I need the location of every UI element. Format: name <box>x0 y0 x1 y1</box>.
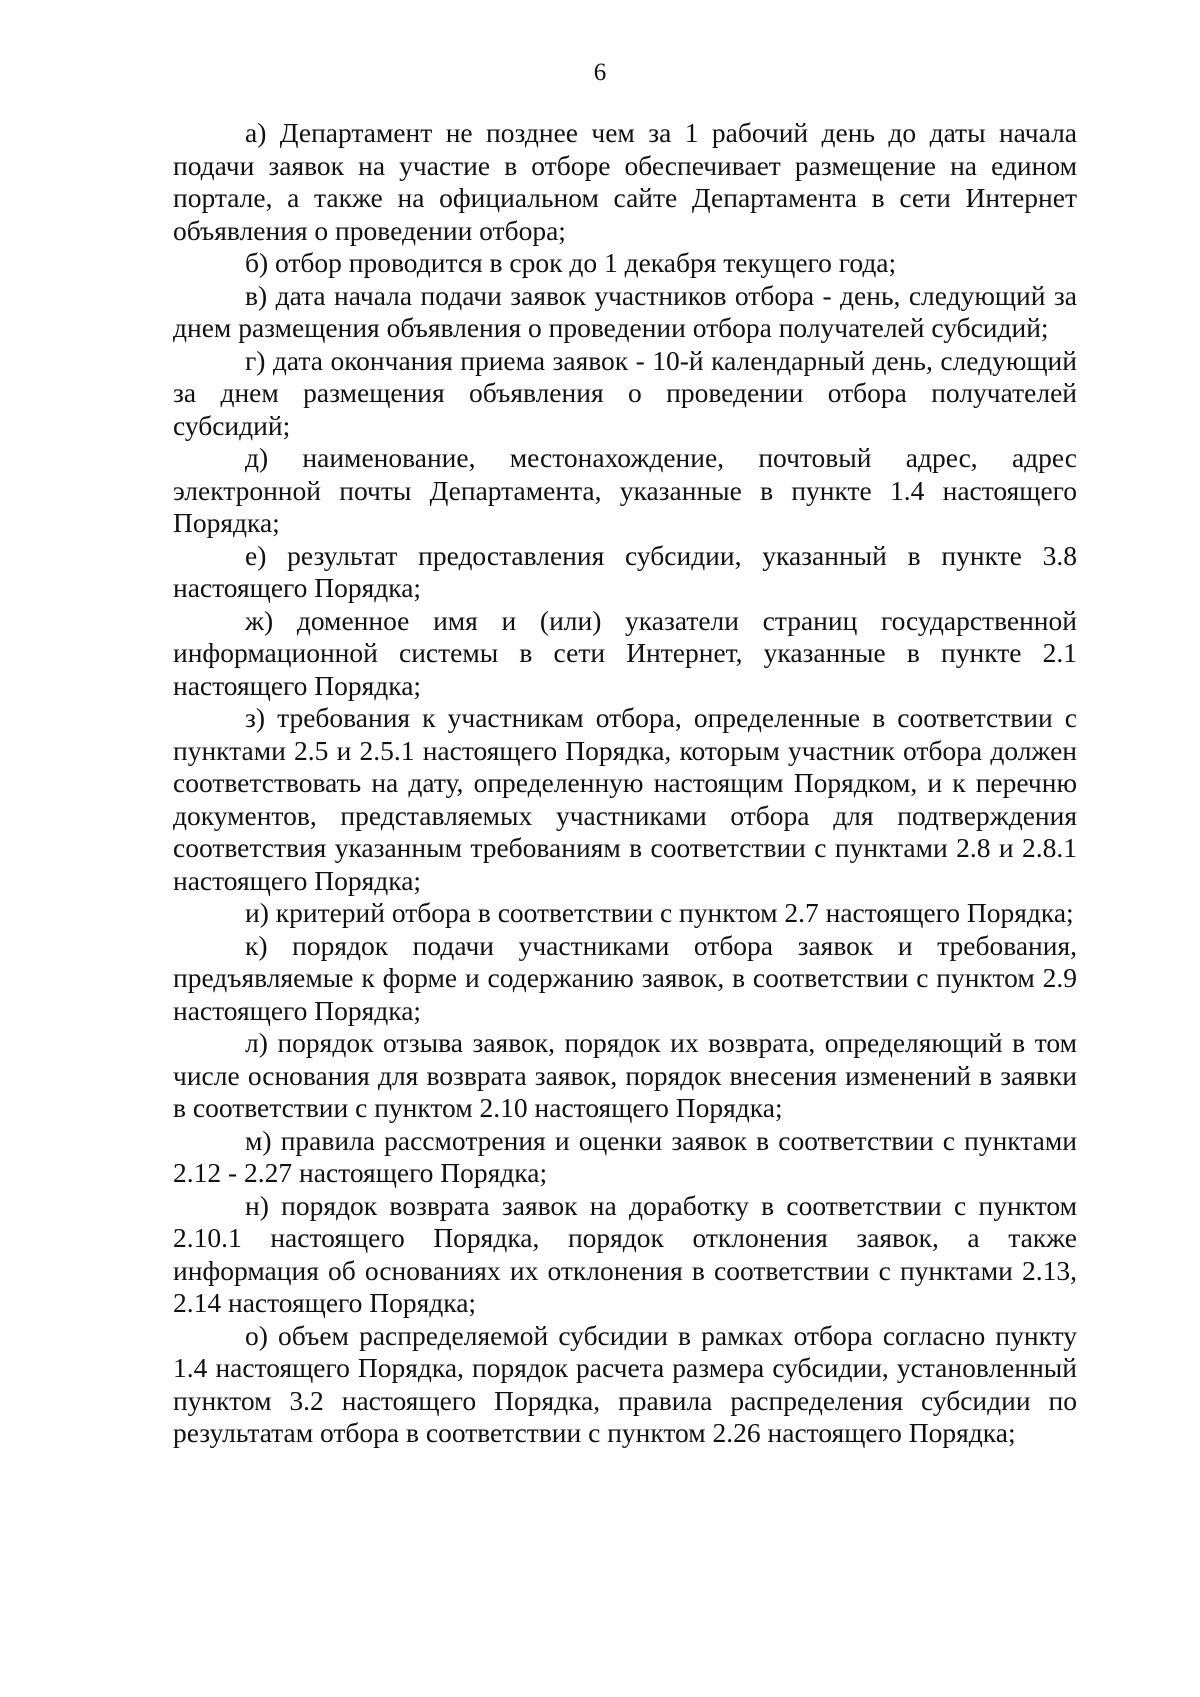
paragraph-l: л) порядок отзыва заявок, порядок их возврата, определяющий в том числе основания для возврата заявок, порядок внесения изменений в заявки в соответствии с пунктом 2.10 настоящего Порядка; <box>173 1027 1077 1123</box>
document-body <box>173 117 1077 1450</box>
paragraph-m: м) правила рассмотрения и оценки заявок в соответствии с пунктами 2.12 - 2.27 настоящего Порядка; <box>173 1124 1077 1188</box>
paragraph-o: о) объем распределяемой субсидии в рамках отбора согласно пункту 1.4 настоящего Порядка, порядок расчета размера субсидии, установленный пунктом 3.2 настоящего Порядка, правила распределения субсидии по результатам отбора в соответствии с пунктом 2.26 настоящего Порядка; <box>173 1319 1077 1448</box>
paragraph-zh: ж) доменное имя и (или) указатели страниц государственной информационной системы в сети Интернет, указанные в пункте 2.1 настоящего Порядка; <box>173 604 1077 701</box>
paragraph-d: д) наименование, местонахождение, почтовый адрес, адрес электронной почты Департамента, указанные в пункте 1.4 настоящего Порядка; <box>173 442 1077 538</box>
paragraph-a: а) Департамент не позднее чем за 1 рабочий день до даты начала подачи заявок на участие в отборе обеспечивает размещение на едином портале, а также на официальном сайте Департамента в сети Интернет объявления о проведении отбора; <box>173 117 1077 246</box>
paragraph-e: е) результат предоставления субсидии, указанный в пункте 3.8 настоящего Порядка; <box>173 539 1077 603</box>
paragraph-i: и) критерий отбора в соответствии с пунктом 2.7 настоящего Порядка; <box>245 897 1074 928</box>
paragraph-n: н) порядок возврата заявок на доработку в соответствии с пунктом 2.10.1 настоящего Порядка, порядок отклонения заявок, а также информация об основаниях их отклонения в соответствии с пунктами 2.13, 2.14 настоящего Порядка; <box>173 1189 1077 1318</box>
paragraph-g: г) дата окончания приема заявок - 10-й календарный день, следующий за днем размещения объявления о проведении отбора получателей субсидий; <box>173 344 1077 441</box>
page-number: 6 <box>593 59 607 86</box>
paragraph-k: к) порядок подачи участниками отбора заявок и требования, предъявляемые к форме и содержанию заявок, в соответствии с пунктом 2.9 настоящего Порядка; <box>173 929 1077 1026</box>
paragraph-z: з) требования к участникам отбора, определенные в соответствии с пунктами 2.5 и 2.5.1 настоящего Порядка, которым участник отбора должен соответствовать на дату, определенную настоящим Порядком, и к перечню документов, представляемых участниками отбора для подтверждения соответствия указанным требованиям в соответствии с пунктами 2.8 и 2.8.1 настоящего Порядка; <box>173 702 1077 896</box>
paragraph-b: б) отбор проводится в срок до 1 декабря текущего года; <box>245 247 897 278</box>
paragraph-v: в) дата начала подачи заявок участников отбора - день, следующий за днем размещения объявления о проведении отбора получателей субсидий; <box>173 279 1077 343</box>
